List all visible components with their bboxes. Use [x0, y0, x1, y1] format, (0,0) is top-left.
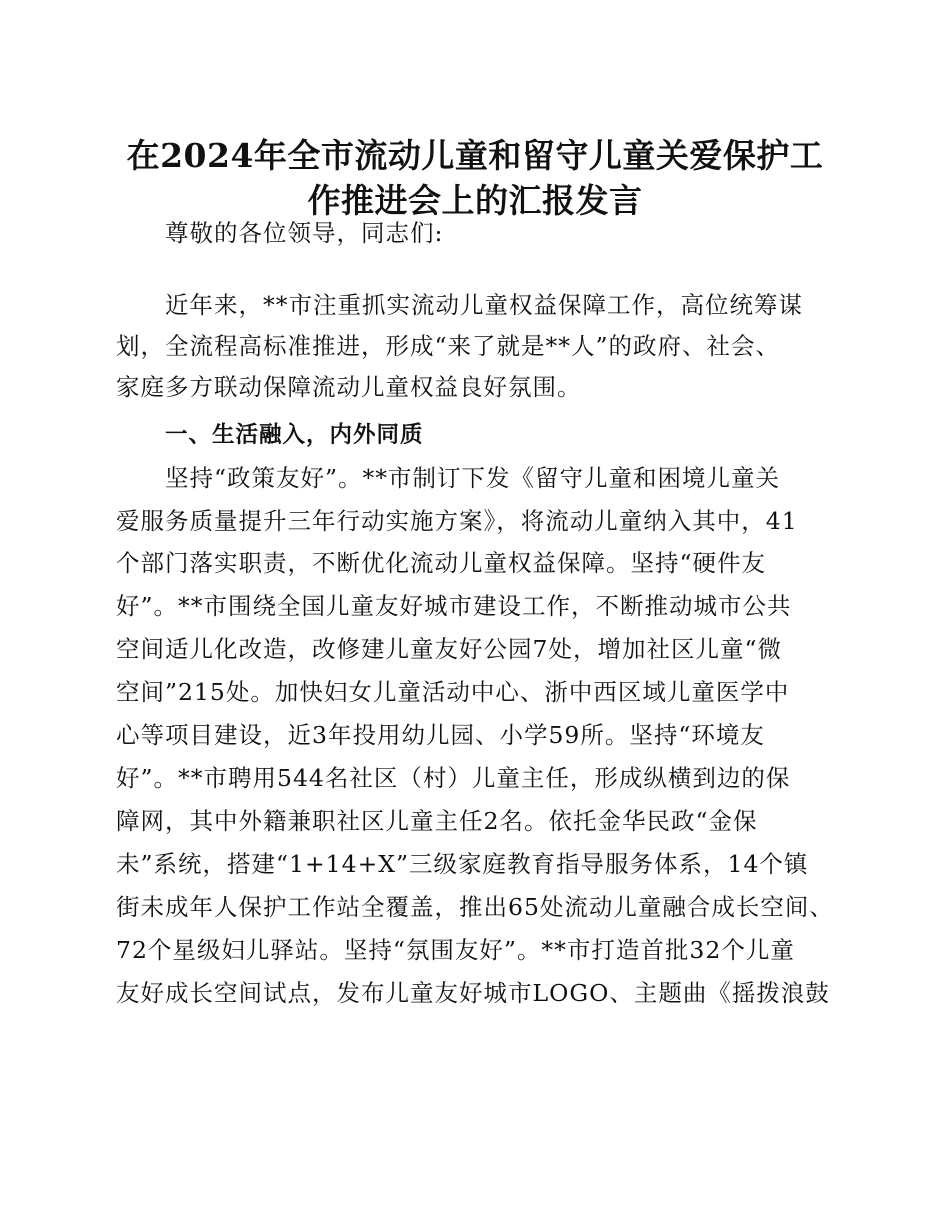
body-line-12: 72个星级妇儿驿站。坚持“氛围友好”。**市打造首批32个儿童: [116, 936, 795, 964]
body-line-7: 心等项目建设，近3年投用幼儿园、小学59所。坚持“环境友: [116, 721, 765, 749]
section-heading: 一、生活融入，内外同质: [165, 422, 424, 448]
body-line-10: 未”系统，搭建“1+14+X”三级家庭教育指导服务体系，14个镇: [116, 850, 809, 878]
body-line-9: 障网，其中外籍兼职社区儿童主任2名。依托金华民政“金保: [116, 807, 758, 835]
body-line-4: 好”。**市围绕全国儿童友好城市建设工作，不断推动城市公共: [116, 592, 792, 620]
body-line-2: 爱服务质量提升三年行动实施方案》，将流动儿童纳入其中，41: [116, 507, 798, 535]
body-line-1: 坚持“政策友好”。**市制订下发《留守儿童和困境儿童关: [165, 464, 781, 492]
intro-line-3: 家庭多方联动保障流动儿童权益良好氛围。: [116, 373, 582, 401]
body-line-8: 好”。**市聘用544名社区（村）儿童主任，形成纵横到边的保: [116, 764, 791, 792]
salutation: 尊敬的各位领导，同志们:: [165, 219, 444, 247]
document-title-line-2: 作推进会上的汇报发言: [307, 181, 643, 220]
body-line-11: 街未成年人保护工作站全覆盖，推出65处流动儿童融合成长空间、: [116, 893, 834, 921]
intro-line-1: 近年来，**市注重抓实流动儿童权益保障工作，高位统筹谋: [165, 291, 803, 319]
body-line-13: 友好成长空间试点，发布儿童友好城市LOGO、主题曲《摇拨浪鼓: [116, 979, 830, 1007]
intro-line-2: 划，全流程高标准推进，形成“来了就是**人”的政府、社会、: [116, 332, 781, 360]
body-line-5: 空间适儿化改造，改修建儿童友好公园7处，增加社区儿童“微: [116, 635, 782, 663]
body-line-3: 个部门落实职责，不断优化流动儿童权益保障。坚持“硬件友: [116, 549, 767, 577]
body-line-6: 空间”215处。加快妇女儿童活动中心、浙中西区域儿童医学中: [116, 678, 790, 706]
document-title-line-1: 在2024年全市流动儿童和留守儿童关爱保护工: [126, 136, 824, 175]
